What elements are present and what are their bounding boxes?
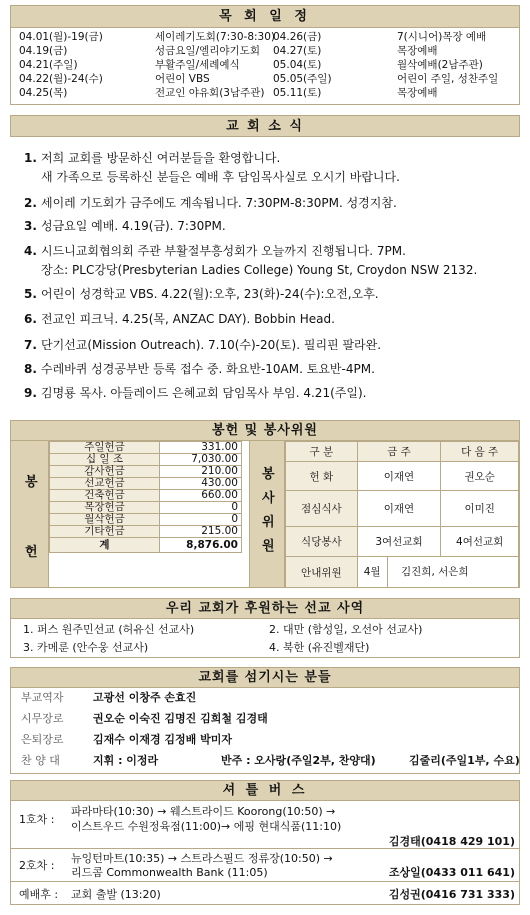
schedule-row	[273, 44, 518, 58]
news-number: 2.	[24, 196, 37, 210]
schedule-date: 04.26(금)	[273, 31, 322, 43]
table-row	[50, 454, 242, 466]
volunteer-role: 식당봉사	[286, 527, 358, 557]
shuttle-section	[10, 780, 520, 905]
schedule-row	[19, 44, 269, 58]
news-number: 1.	[24, 151, 37, 165]
bus-label: 2호차 :	[19, 859, 55, 872]
bus-route: 파라마타(10:30) → 웨스트라이드 Koorong(10:50) →	[71, 805, 336, 818]
schedule-event: 어린이 주일, 성찬주일	[397, 73, 499, 85]
guide-cell	[357, 557, 518, 588]
table-row	[286, 527, 519, 557]
news-number: 5.	[24, 287, 37, 301]
schedule-event: 부활주일/세례예식	[155, 59, 240, 71]
news-text: 세이레 기도회가 금주에도 계속됩니다. 7:30PM-8:30PM. 성경지참.	[41, 196, 397, 210]
table-row	[50, 442, 242, 454]
schedule-event: 목장예배	[397, 87, 438, 99]
news-text: 성금요일 예배. 4.19(금). 7:30PM.	[41, 219, 226, 233]
schedule-event: 세이레기도회(7:30-8:30)	[155, 31, 275, 43]
offering-value: 7,030.00	[160, 454, 242, 466]
bus-route: 리드콤 Commonwealth Bank (11:05)	[71, 866, 268, 879]
column-header: 다 음 주	[441, 442, 519, 462]
choir-accompanist: 반주 : 오사랑(주일2부, 찬양대)	[221, 754, 376, 767]
news-text: 단기선교(Mission Outreach). 7.10(수)-20(토). 필리핀 팔라완.	[41, 338, 382, 352]
servants-title: 교회를 섬기시는 분들	[11, 668, 519, 688]
schedule-grid	[11, 28, 519, 104]
this-week: 이재연	[357, 462, 441, 491]
schedule-row	[19, 86, 269, 100]
this-week: 3여선교회	[357, 527, 441, 557]
offering-value: 660.00	[160, 490, 242, 502]
offering-value: 0	[160, 502, 242, 514]
schedule-section	[10, 5, 520, 105]
servant-names: 김재수 이재경 김정배 박미자	[93, 733, 232, 746]
divider	[11, 848, 519, 849]
news-text: 새 가족으로 등록하신 분들은 예배 후 담임목사실로 오시기 바랍니다.	[41, 170, 400, 184]
schedule-date: 04.19(금)	[19, 45, 68, 57]
offering-body	[11, 441, 519, 587]
servant-role: 부교역자	[21, 691, 64, 704]
side-char: 위	[262, 515, 275, 530]
total-label: 계	[50, 538, 160, 553]
schedule-date: 04.22(월)-24(수)	[19, 73, 103, 85]
schedule-row	[19, 58, 269, 72]
news-number: 6.	[24, 312, 37, 326]
schedule-event: 성금요일/엘리야기도회	[155, 45, 260, 57]
offering-label: 주일헌금	[50, 442, 160, 454]
offering-label: 건축헌금	[50, 490, 160, 502]
column-header: 금 주	[357, 442, 441, 462]
schedule-event: 전교인 야유회(3남주관)	[155, 87, 265, 99]
schedule-date: 04.01(월)-19(금)	[19, 31, 103, 43]
schedule-row	[19, 72, 269, 86]
table-row	[50, 490, 242, 502]
offering-side-label	[11, 441, 49, 587]
schedule-event: 목장예배	[397, 45, 438, 57]
news-text: 어린이 성경학교 VBS. 4.22(월):오후, 23(화)-24(수):오전,오후.	[41, 287, 379, 301]
column-header: 구 분	[286, 442, 358, 462]
bus-driver: 김경태(0418 429 101)	[388, 835, 515, 848]
servant-role: 찬 양 대	[21, 754, 60, 767]
schedule-date: 05.04(토)	[273, 59, 322, 71]
schedule-row	[19, 30, 275, 44]
next-week: 이미진	[441, 491, 519, 527]
table-row	[50, 526, 242, 538]
divider	[11, 881, 519, 882]
schedule-row	[273, 72, 518, 86]
next-week: 권오순	[441, 462, 519, 491]
servant-role: 은퇴장로	[21, 733, 64, 746]
news-text: 김명룡 목사. 아들레이드 은혜교회 담임목사 부임. 4.21(주일).	[41, 386, 367, 400]
mission-title: 우리 교회가 후원하는 선교 사역	[11, 599, 519, 619]
servants-section	[10, 667, 520, 774]
table-row	[50, 466, 242, 478]
volunteer-role: 헌 화	[286, 462, 358, 491]
offering-title: 봉헌 및 봉사위원	[11, 421, 519, 441]
news-text: 전교인 피크닉. 4.25(목, ANZAC DAY). Bobbin Head.	[41, 312, 335, 326]
offering-section	[10, 420, 520, 588]
volunteer-role: 점심식사	[286, 491, 358, 527]
this-week: 이재연	[357, 491, 441, 527]
volunteer-table	[285, 441, 519, 588]
offering-label: 목장헌금	[50, 502, 160, 514]
offering-value: 215.00	[160, 526, 242, 538]
schedule-row	[273, 30, 518, 44]
schedule-event: 7(시니어)목장 예배	[397, 31, 487, 43]
servant-names: 권오순 이숙진 김명진 김희철 김경태	[93, 712, 268, 725]
table-row	[50, 478, 242, 490]
bus-driver: 조상일(0433 011 641)	[388, 866, 515, 879]
offering-table	[49, 441, 242, 553]
news-number: 3.	[24, 219, 37, 233]
schedule-event: 어린이 VBS	[155, 73, 210, 85]
total-row	[50, 538, 242, 553]
news-number: 7.	[24, 338, 37, 352]
servant-row	[11, 730, 519, 750]
mission-item: 2. 대만 (함성일, 오선아 선교사)	[269, 623, 423, 636]
bus-route: 뉴잉턴마트(10:35) → 스트라스필드 정류장(10:50) →	[71, 852, 333, 865]
shuttle-title: 셔 틀 버 스	[11, 781, 519, 801]
offering-value: 210.00	[160, 466, 242, 478]
offering-label: 기타헌금	[50, 526, 160, 538]
servant-names: 고광선 이창주 손효진	[93, 691, 197, 704]
news-text: 시드니교회협의회 주관 부활절부흥성회가 오늘까지 진행됩니다. 7PM.	[41, 244, 406, 258]
servant-row	[11, 751, 519, 771]
bus-route: 이스트우드 수원정육점(11:00)→ 에핑 현대식품(11:10)	[71, 820, 342, 833]
news-number: 8.	[24, 362, 37, 376]
schedule-date: 05.11(토)	[273, 87, 322, 99]
schedule-title: 목 회 일 정	[11, 6, 519, 28]
volunteer-side-label	[249, 441, 285, 587]
side-char: 봉	[25, 475, 38, 490]
guide-month: 4월	[358, 557, 388, 587]
offering-value: 0	[160, 514, 242, 526]
schedule-date: 04.21(주일)	[19, 59, 78, 71]
offering-value: 430.00	[160, 478, 242, 490]
schedule-date: 05.05(주일)	[273, 73, 332, 85]
offering-label: 선교헌금	[50, 478, 160, 490]
servant-role: 시무장로	[21, 712, 64, 725]
servant-row	[11, 688, 519, 708]
side-char: 헌	[25, 545, 38, 560]
mission-item: 1. 퍼스 원주민선교 (허유신 선교사)	[23, 623, 195, 636]
mission-section	[10, 598, 520, 658]
bus-route: 교회 출발 (13:20)	[71, 888, 161, 901]
news-text: 장소: PLC강당(Presbyterian Ladies College) Young St, Croydon NSW 2132.	[41, 263, 478, 277]
side-char: 원	[262, 539, 275, 554]
volunteer-role: 안내위원	[286, 557, 358, 588]
offering-label: 감사헌금	[50, 466, 160, 478]
shuttle-body	[11, 801, 519, 904]
news-text: 저희 교회를 방문하신 여러분들을 환영합니다.	[41, 151, 281, 165]
offering-label: 월삭헌금	[50, 514, 160, 526]
bus-label: 1호차 :	[19, 813, 55, 826]
choir-leader: 지휘 : 이정라	[93, 754, 159, 767]
guide-names: 김진희, 서은희	[401, 566, 469, 578]
offering-value: 331.00	[160, 442, 242, 454]
news-title: 교 회 소 식	[10, 115, 520, 137]
schedule-row	[273, 58, 518, 72]
table-row	[286, 557, 519, 588]
mission-list	[11, 619, 519, 657]
total-value: 8,876.00	[160, 538, 242, 553]
table-row	[286, 491, 519, 527]
schedule-row	[273, 86, 518, 100]
table-row	[50, 514, 242, 526]
side-char: 사	[262, 491, 275, 506]
mission-item: 3. 카메룬 (안수웅 선교사)	[23, 641, 149, 654]
offering-label: 십 일 조	[50, 454, 160, 466]
news-number: 4.	[24, 244, 37, 258]
news-text: 수레바퀴 성경공부반 등록 접수 중. 화요반-10AM. 토요반-4PM.	[41, 362, 375, 376]
table-header	[286, 442, 519, 462]
schedule-event: 월삭예배(2남주관)	[397, 59, 483, 71]
choir-accompanist: 김줄리(주일1부, 수요)	[409, 754, 520, 767]
table-row	[50, 502, 242, 514]
schedule-date: 04.27(토)	[273, 45, 322, 57]
schedule-date: 04.25(목)	[19, 87, 68, 99]
next-week: 4여선교회	[441, 527, 519, 557]
news-number: 9.	[24, 386, 37, 400]
table-row	[286, 462, 519, 491]
side-char: 봉	[262, 467, 275, 482]
bus-label: 예배후 :	[19, 888, 59, 901]
bus-driver: 김성권(0416 731 333)	[388, 888, 515, 901]
servants-body	[11, 688, 519, 773]
servant-row	[11, 709, 519, 729]
mission-item: 4. 북한 (유진벨재단)	[269, 641, 370, 654]
